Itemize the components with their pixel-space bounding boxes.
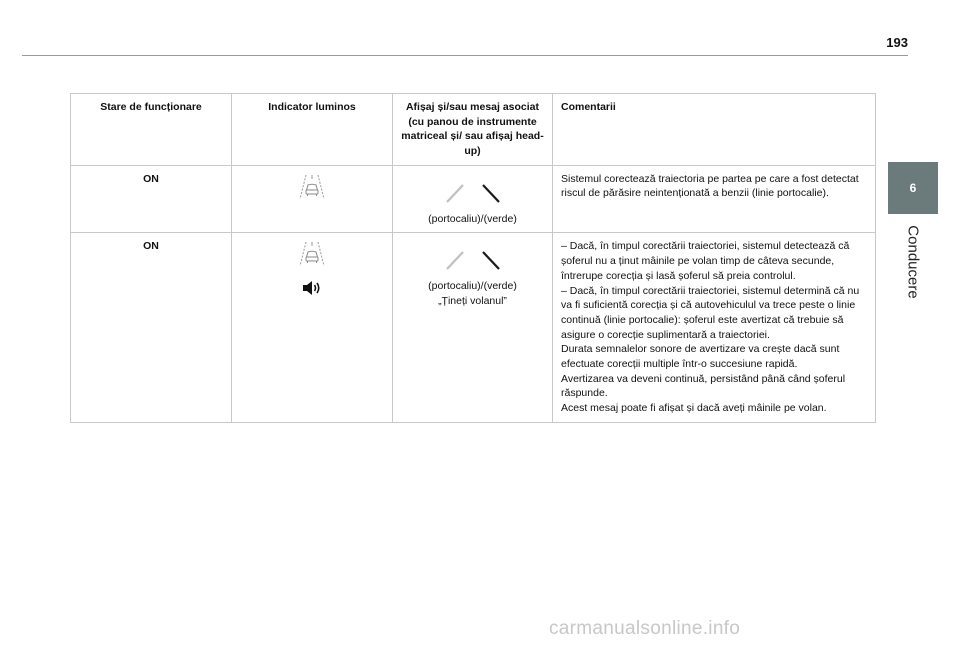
indicator-cell — [232, 233, 393, 422]
state-cell: ON — [71, 165, 232, 233]
state-cell: ON — [71, 233, 232, 422]
display-color-note: (portocaliu)/(verde) — [428, 280, 517, 293]
lane-lines-icon — [433, 245, 513, 275]
comment-line: Acest mesaj poate fi afișat și dacă aveți mâinile pe volan. — [561, 402, 827, 414]
header-divider — [22, 55, 908, 56]
display-cell — [393, 165, 553, 233]
comment-line: Avertizarea va deveni continuă, persistând până când șoferul răspunde. — [561, 372, 846, 400]
indicator-cell — [232, 165, 393, 233]
chapter-title: Conducere — [904, 225, 922, 299]
right-lane-line — [483, 252, 499, 269]
page-number: 193 — [886, 35, 908, 50]
left-lane-line — [447, 252, 463, 269]
display-color-note: (portocaliu)/(verde) — [428, 212, 517, 225]
table-row — [71, 233, 876, 422]
header-comment: Comentarii — [553, 94, 876, 166]
table-header-row — [71, 94, 876, 166]
comment-line: – Dacă, în timpul corectării traiectoriei, sistemul determină că nu va fi suficientă corecția și că autovehiculul va trece peste o linie continuă (linie portocalie): șoferul este avertizat că trebuie să asigure o corecție suplimentară a traiectoriei. — [561, 284, 860, 341]
chapter-number: 6 — [909, 181, 917, 195]
header-indicator: Indicator luminos — [232, 94, 393, 166]
display-message: „Țineți volanul” — [438, 295, 507, 308]
lane-keeping-assist-icon — [297, 239, 327, 269]
lane-lines-icon — [433, 178, 513, 208]
comment-cell — [553, 165, 876, 233]
chapter-tab[interactable] — [888, 162, 938, 214]
comment-cell — [553, 233, 876, 422]
right-lane-line — [483, 185, 499, 202]
table-row — [71, 165, 876, 233]
header-display: Afișaj și/sau mesaj asociat (cu panou de instrumente matriceal și/ sau afișaj head-up) — [393, 94, 553, 166]
lane-keeping-assist-icon — [297, 172, 327, 202]
display-cell — [393, 233, 553, 422]
status-table — [70, 93, 876, 423]
watermark: carmanualsonline.info — [549, 618, 741, 639]
comment-line: Durata semnalelor sonore de avertizare va crește dacă sunt efectuate corecții multiple într-o succesiune rapidă. — [561, 343, 840, 370]
comment-line: Sistemul corectează traiectoria pe partea pe care a fost detectat riscul de părăsire neintenționată a benzii (linie portocalie). — [561, 172, 859, 200]
speaker-sound-icon — [301, 279, 323, 297]
left-lane-line — [447, 185, 463, 202]
comment-line: – Dacă, în timpul corectării traiectoriei, sistemul detectează că șoferul nu a ținut mâinile pe volan timp de câteva secunde, întrerupe corecția și lasă șoferul să preia controlul. — [561, 240, 850, 282]
header-state: Stare de funcționare — [71, 94, 232, 166]
